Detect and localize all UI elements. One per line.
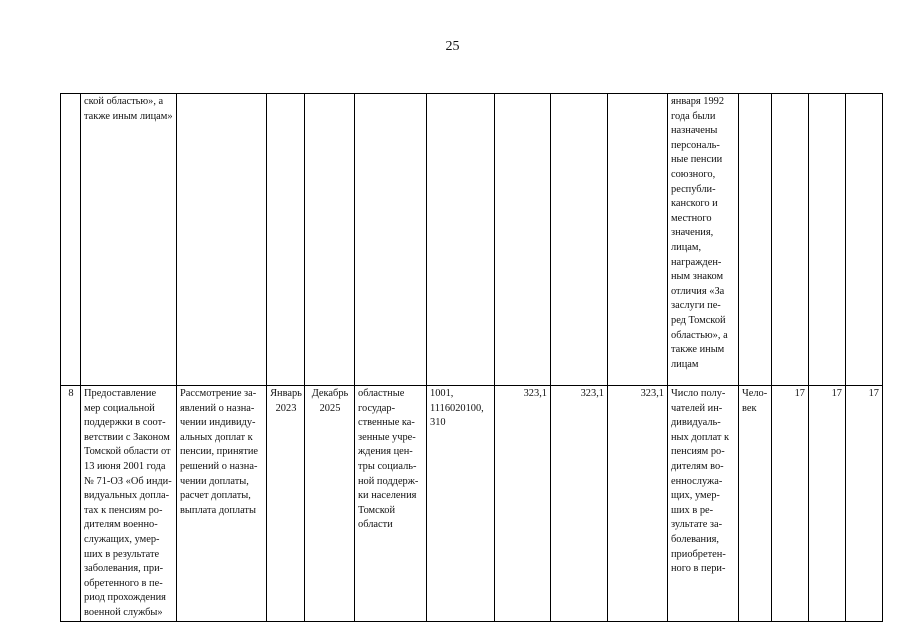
cell-budget-code <box>427 94 495 386</box>
page-number: 25 <box>445 39 460 54</box>
cell-unit <box>739 94 772 386</box>
cell-start <box>267 94 305 386</box>
cell-target-2: 17 <box>809 386 846 622</box>
cell-executor: областные государ- ственные ка- зенные учре- ждения цен- тры социаль- ной поддерж- ки населения Томской области <box>355 386 427 622</box>
cell-budget-code: 1001, 1116020100, 310 <box>427 386 495 622</box>
measures-table <box>60 93 883 622</box>
cell-funding-3: 323,1 <box>608 386 668 622</box>
cell-executor <box>355 94 427 386</box>
cell-end <box>305 94 355 386</box>
cell-target-3: 17 <box>846 386 883 622</box>
cell-funding-1 <box>495 94 551 386</box>
cell-target-2 <box>809 94 846 386</box>
cell-measure-name: Предоставление мер социальной поддержки в соот- ветствии с Законом Томской области от 13 июня 2001 года № 71-ОЗ «Об инди- видуальных допла- тах к пенсиям ро- дителям военно- служащих, умер- ших в результате заболевания, при- обретенного в пе- риод прохождения военной службы» <box>81 386 177 622</box>
cell-target-1 <box>772 94 809 386</box>
cell-indicator: Число полу- чателей ин- дивидуаль- ных доплат к пенсиям ро- дителям во- еннослужа- щих, умер- ших в ре- зультате за- болевания, приобретен- ного в пери- <box>668 386 739 622</box>
cell-target-1: 17 <box>772 386 809 622</box>
cell-no: 8 <box>61 386 81 622</box>
table-row-8 <box>61 386 883 622</box>
cell-measure-name: ской областью», а также иным лицам» <box>81 94 177 386</box>
cell-no <box>61 94 81 386</box>
cell-target-3 <box>846 94 883 386</box>
cell-unit: Чело- век <box>739 386 772 622</box>
cell-funding-3 <box>608 94 668 386</box>
cell-funding-2 <box>551 94 608 386</box>
cell-funding-2: 323,1 <box>551 386 608 622</box>
cell-start: Январь 2023 <box>267 386 305 622</box>
cell-indicator: января 1992 года были назначены персональ- ные пенсии союзного, республи- канского и местного значения, лицам, награжден- ным знаком отличия «За заслуги пе- ред Томской областью», а также иным лицам <box>668 94 739 386</box>
table-row-continuation <box>61 94 883 386</box>
cell-funding-1: 323,1 <box>495 386 551 622</box>
cell-action: Рассмотрение за- явлений о назна- чении индивиду- альных доплат к пенсии, принятие решений о назна- чении доплаты, расчет доплаты, выплата доплаты <box>177 386 267 622</box>
cell-end: Декабрь 2025 <box>305 386 355 622</box>
cell-action <box>177 94 267 386</box>
